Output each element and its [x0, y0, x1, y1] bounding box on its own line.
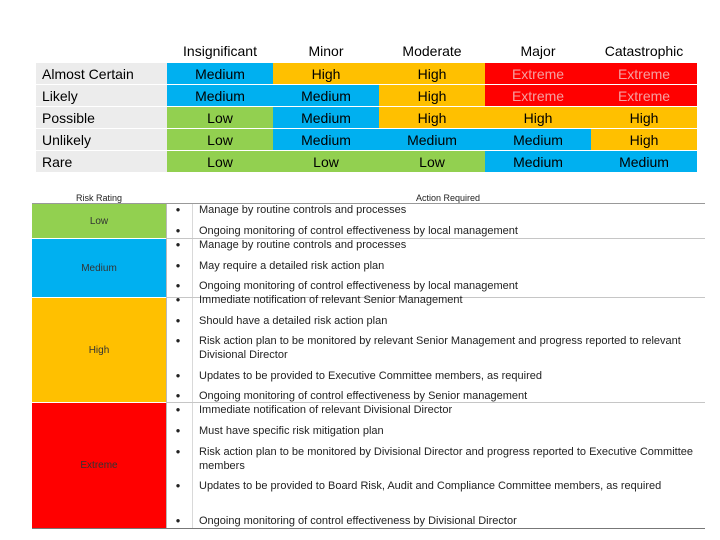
rating-band-low	[32, 204, 166, 239]
bullet-icon: ●	[175, 426, 181, 435]
column-divider	[166, 204, 167, 528]
risk-cell: Low	[167, 107, 273, 129]
risk-cell: Extreme	[591, 85, 697, 107]
matrix-row	[36, 129, 697, 151]
bullet-icon: ●	[175, 261, 181, 270]
risk-cell: High	[379, 85, 485, 107]
likelihood-label: Almost Certain	[36, 63, 167, 85]
action-text: May require a detailed risk action plan	[199, 260, 385, 272]
rating-label: Extreme	[80, 460, 118, 471]
rating-band-medium	[32, 239, 166, 298]
action-table	[32, 192, 705, 531]
action-text: Ongoing monitoring of control effectiveness by local management	[199, 225, 518, 237]
action-required-header: Action Required	[415, 193, 481, 203]
risk-cell: High	[591, 129, 697, 151]
risk-cell: Low	[167, 151, 273, 173]
risk-cell: Extreme	[591, 63, 697, 85]
bullet-icon: ●	[175, 391, 181, 400]
action-text: Ongoing monitoring of control effectiveness by Senior management	[199, 390, 528, 402]
action-text: Immediate notification of relevant Senior Management	[199, 294, 463, 306]
risk-cell: High	[485, 107, 591, 129]
action-text: Updates to be provided to Board Risk, Audit and Compliance Committee members, as required	[199, 480, 662, 492]
matrix-row	[36, 151, 697, 173]
risk-cell: Medium	[273, 85, 379, 107]
risk-cell: Extreme	[485, 85, 591, 107]
likelihood-label: Rare	[36, 151, 167, 173]
rating-label: High	[88, 344, 110, 356]
action-text: Risk action plan to be monitored by relevant Senior Management and progress reported to relevant Divisional Director	[199, 335, 681, 361]
rating-label: Medium	[81, 262, 117, 274]
rating-band-extreme	[32, 403, 166, 529]
bullet-icon: ●	[175, 481, 181, 490]
matrix-row	[36, 85, 697, 107]
risk-cell: Extreme	[485, 63, 591, 85]
risk-cell: Medium	[167, 63, 273, 85]
risk-cell: Low	[379, 151, 485, 173]
risk-matrix	[36, 40, 697, 173]
bullet-icon: ●	[175, 205, 181, 214]
action-text: Immediate notification of relevant Divisional Director	[199, 404, 453, 416]
risk-cell: Low	[273, 151, 379, 173]
risk-cell: Medium	[273, 129, 379, 151]
consequence-header: Catastrophic	[591, 40, 697, 63]
matrix-corner	[36, 40, 167, 63]
action-text: Risk action plan to be monitored by Divisional Director and progress reported to Executive Committee members	[199, 446, 694, 472]
risk-cell: Low	[167, 129, 273, 151]
likelihood-label: Likely	[36, 85, 167, 107]
action-text: Should have a detailed risk action plan	[199, 315, 388, 327]
risk-cell: Medium	[167, 85, 273, 107]
matrix-header-row	[36, 40, 697, 63]
likelihood-label: Unlikely	[36, 129, 167, 151]
matrix-row	[36, 63, 697, 85]
bullet-column-divider	[192, 204, 193, 528]
consequence-header: Minor	[273, 40, 379, 63]
risk-cell: High	[379, 63, 485, 85]
consequence-header: Major	[485, 40, 591, 63]
matrix-row	[36, 107, 697, 129]
action-text: Updates to be provided to Executive Committee members, as required	[199, 370, 542, 382]
bullet-icon: ●	[175, 316, 181, 325]
risk-rating-header: Risk Rating	[75, 193, 122, 203]
risk-cell: High	[379, 107, 485, 129]
rating-band-high	[32, 298, 166, 403]
risk-cell: Medium	[379, 129, 485, 151]
consequence-header: Insignificant	[167, 40, 273, 63]
risk-cell: Medium	[485, 129, 591, 151]
bullet-icon: ●	[175, 295, 181, 304]
bullet-icon: ●	[175, 371, 181, 380]
bullet-icon: ●	[175, 447, 181, 456]
action-text: Ongoing monitoring of control effectiveness by Divisional Director	[199, 515, 517, 527]
bullet-icon: ●	[175, 226, 181, 235]
likelihood-label: Possible	[36, 107, 167, 129]
risk-cell: Medium	[485, 151, 591, 173]
risk-cell: Medium	[273, 107, 379, 129]
action-text: Must have specific risk mitigation plan	[199, 425, 384, 437]
risk-cell: High	[273, 63, 379, 85]
bullet-icon: ●	[175, 281, 181, 290]
action-text: Manage by routine controls and processes	[199, 239, 407, 251]
bullet-icon: ●	[175, 405, 181, 414]
action-text: Manage by routine controls and processes	[199, 204, 407, 216]
bullet-icon: ●	[175, 516, 181, 525]
risk-cell: Medium	[591, 151, 697, 173]
consequence-header: Moderate	[379, 40, 485, 63]
action-text: Ongoing monitoring of control effectiveness by local management	[199, 280, 518, 292]
bullet-icon: ●	[175, 240, 181, 249]
risk-cell: High	[591, 107, 697, 129]
table-bottom-border	[32, 528, 705, 529]
bullet-icon: ●	[175, 336, 181, 345]
rating-label: Low	[89, 215, 109, 227]
